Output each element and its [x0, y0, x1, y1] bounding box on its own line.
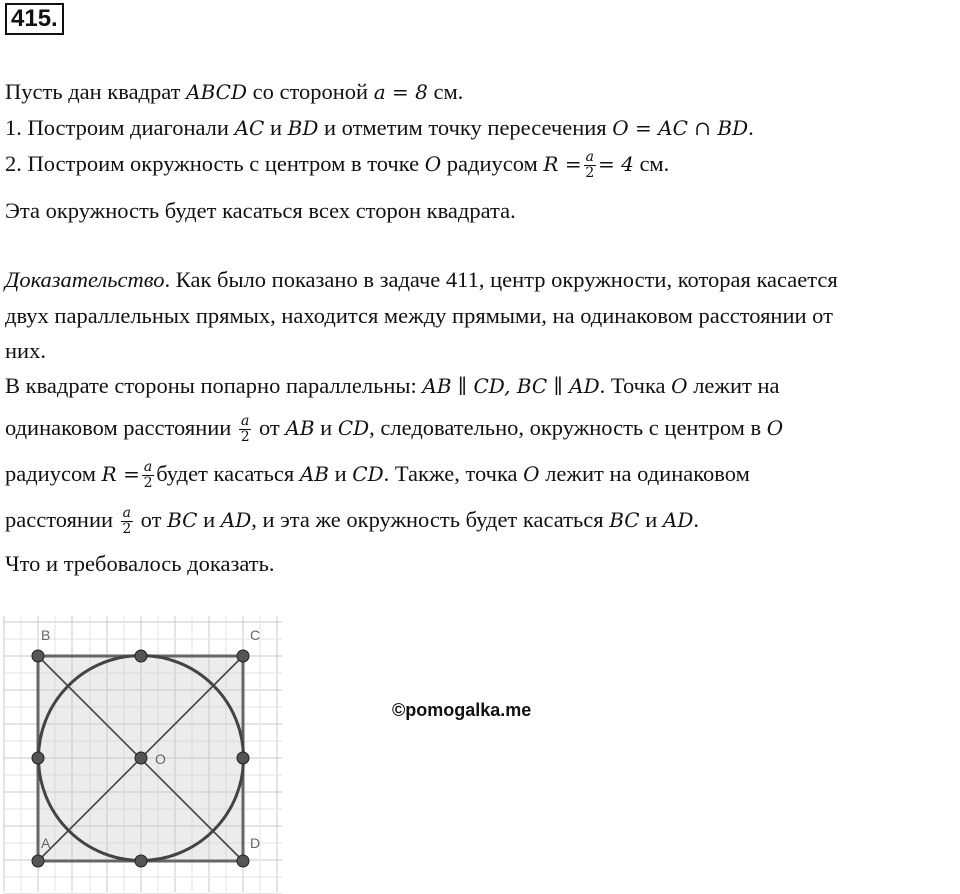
fraction-a-over-2: $\frac{a}{2}$	[240, 413, 250, 446]
proof-line-2: двух параллельных прямых, находится между прямыми, на одинаковом расстоянии от	[5, 303, 833, 328]
proof-line-1: Доказательство. Как было показано в задаче 411, центр окружности, которая касается	[5, 267, 838, 292]
proof-line-3: них.	[5, 338, 46, 363]
proof-line-5: одинаковом расстоянии $\frac{a}{2}$ от AB и CD, следовательно, окружность с центром в O	[5, 413, 784, 446]
point-o	[135, 752, 147, 764]
watermark: ©pomogalka.me	[392, 700, 532, 720]
label-c: C	[250, 627, 261, 643]
label-b: B	[41, 627, 51, 643]
tangent-point-bottom	[135, 855, 147, 867]
conclusion-line: Что и требовалось доказать.	[5, 551, 275, 576]
point-b	[32, 650, 44, 662]
proof-line-7: расстоянии $\frac{a}{2}$ от BC и AD, и эта же окружность будет касаться BC и AD.	[5, 505, 699, 538]
geometry-figure	[0, 614, 290, 894]
step2-line: 2. Построим окружность с центром в точке O радиусом R = $\frac{a}{2}$ = 4 см.	[5, 149, 670, 182]
label-a: A	[41, 835, 51, 851]
problem-number: 415.	[5, 3, 64, 35]
tangent-point-left	[32, 752, 44, 764]
point-d	[237, 855, 249, 867]
step1-line: 1. Построим диагонали AC и BD и отметим точку пересечения O = AC ∩ BD.	[5, 115, 754, 140]
proof-line-4: В квадрате стороны попарно параллельны: AB ∥ CD, BC ∥ AD. Точка O лежит на	[5, 373, 780, 398]
claim-line: Эта окружность будет касаться всех сторон квадрата.	[5, 198, 516, 223]
label-o: O	[155, 751, 166, 767]
point-c	[237, 650, 249, 662]
tangent-point-right	[237, 752, 249, 764]
fraction-a-over-2: $\frac{a}{2}$	[143, 459, 153, 492]
given-line: Пусть дан квадрат ABCD со стороной a = 8 см.	[5, 79, 464, 104]
fraction-a-over-2: $\frac{a}{2}$	[122, 505, 132, 538]
fraction-a-over-2: $\frac{a}{2}$	[585, 149, 595, 182]
proof-line-6: радиусом R = $\frac{a}{2}$ будет касаться AB и CD. Также, точка O лежит на одинаковом	[5, 459, 750, 492]
label-d: D	[250, 835, 261, 851]
point-a	[32, 855, 44, 867]
tangent-point-top	[135, 650, 147, 662]
